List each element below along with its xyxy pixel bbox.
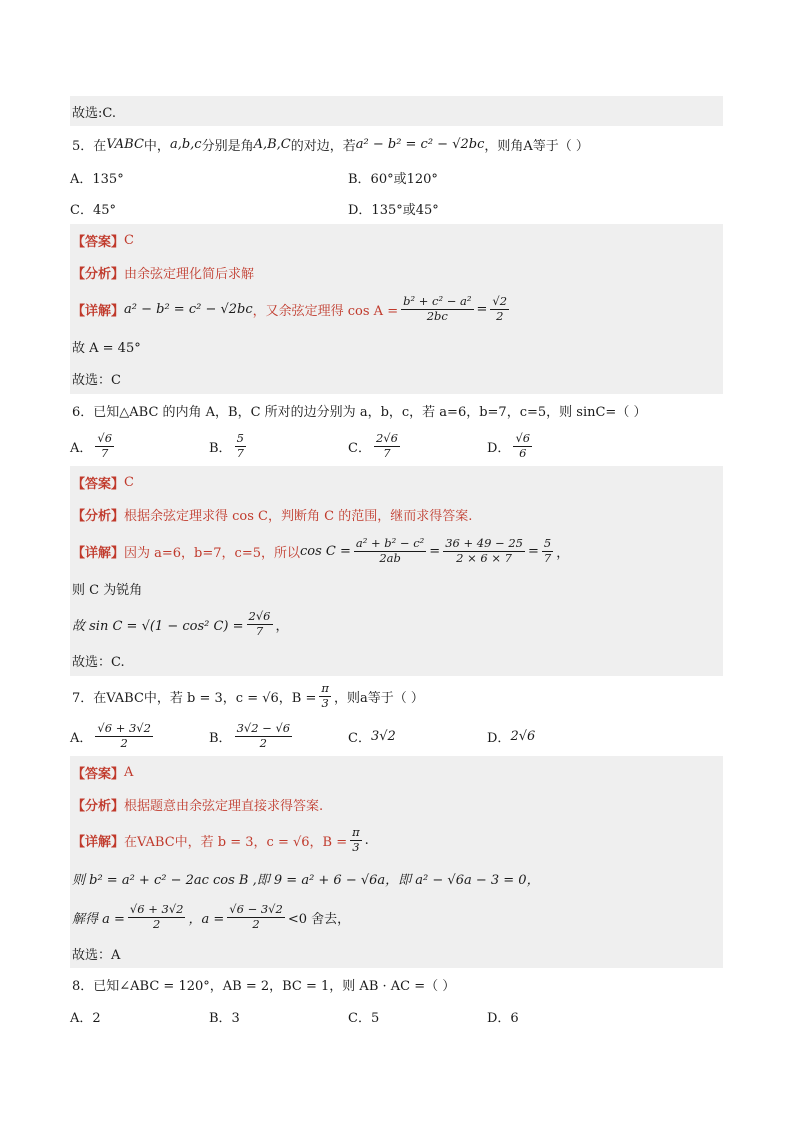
question-7	[70, 676, 723, 716]
conclusion-line	[70, 330, 723, 362]
numerator: 5	[543, 535, 552, 550]
option-c: C．5	[348, 1010, 380, 1026]
option-letter: B．	[209, 730, 232, 746]
solve-text: 解得 a =	[72, 911, 125, 927]
numerator: 36 + 49 − 25	[445, 535, 523, 550]
answer-line	[70, 756, 723, 788]
solve-text: <0 舍去，	[287, 911, 351, 927]
numerator: √2	[492, 293, 508, 308]
question-6	[70, 394, 723, 426]
denominator: 7	[236, 445, 244, 460]
answer-value: A	[124, 764, 134, 780]
denominator: 7	[383, 445, 391, 460]
fraction	[235, 722, 293, 751]
option-a	[70, 716, 209, 756]
fraction	[235, 432, 246, 461]
option-letter: C．	[348, 730, 371, 746]
q5-text: 中，	[143, 138, 170, 154]
option-b	[209, 716, 348, 756]
fraction	[490, 295, 509, 324]
denominator: 2	[153, 916, 161, 931]
denominator: 2	[252, 916, 260, 931]
fraction	[95, 432, 114, 461]
equals: =	[527, 543, 539, 559]
sin-line: 故 sin C = √(1 − cos² C) = $\frac{2√6}{7}$ ，	[72, 608, 289, 638]
fraction	[443, 537, 525, 566]
numerator: 3√2 − √6	[236, 720, 291, 735]
numerator: 2√6	[375, 430, 398, 445]
fraction	[513, 432, 532, 461]
pick-line	[70, 362, 723, 394]
fraction	[227, 903, 285, 932]
denominator: 3	[321, 695, 329, 710]
document-page	[70, 96, 723, 1032]
option-d	[487, 716, 535, 756]
q5-angles: A,B,C	[253, 136, 291, 152]
q5-options-row2	[70, 192, 723, 224]
option-letter: D．	[487, 440, 511, 456]
option-b: B．60°或120°	[348, 171, 438, 187]
analysis-label: 【分析】	[72, 508, 125, 524]
option-a: A．2	[70, 1010, 101, 1026]
equation-text: 则 b² = a² + c² − 2ac cos B ,即 9 = a² + 6 − √6a，即 a² − √6a − 3 = 0，	[72, 872, 540, 888]
analysis-label: 【分析】	[72, 798, 125, 814]
analysis-text: 根据余弦定理求得 cos C，判断角 C 的范围，继而求得答案.	[124, 508, 473, 524]
answer-block-q5	[70, 224, 723, 394]
pick-text: 故选：A	[72, 947, 121, 963]
option-d	[487, 426, 535, 466]
analysis-label: 【分析】	[72, 266, 125, 282]
equals: =	[476, 301, 488, 317]
answer-value: C	[124, 232, 134, 248]
answer-value: C	[124, 474, 134, 490]
q7-options	[70, 716, 723, 756]
cos-expression: cos C =	[300, 543, 351, 559]
q7-text: ，则a等于（ ）	[333, 690, 424, 706]
detail-equation: a² − b² = c² − √2bc	[124, 301, 253, 317]
option-letter: B．	[209, 440, 232, 456]
analysis-text: 根据题意由余弦定理直接求得答案.	[124, 798, 324, 814]
q5-text: ，则角A等于（ ）	[484, 138, 589, 154]
fraction	[247, 610, 273, 639]
denominator: 2 × 6 × 7	[456, 550, 512, 565]
pick-text: 故选：C	[72, 372, 121, 388]
option-value: 2√6	[510, 728, 536, 744]
detail-label: 【详解】	[72, 303, 125, 319]
detail-text: ，又余弦定理得 cos A =	[252, 303, 399, 319]
option-b	[209, 426, 348, 466]
option-letter: A．	[70, 730, 93, 746]
numerator: √6	[97, 430, 113, 445]
option-c	[348, 426, 487, 466]
answer-block-q4	[70, 96, 723, 126]
detail-text: 因为 a=6，b=7，c=5，所以	[124, 545, 300, 561]
q5-text: 分别是角	[201, 138, 254, 154]
numerator: 5	[236, 430, 244, 445]
numerator: √6 + 3√2	[97, 720, 151, 735]
answer-block-q6	[70, 466, 723, 676]
solve-text: ，a =	[188, 911, 225, 927]
solve-line	[70, 896, 723, 938]
equals: =	[429, 543, 441, 559]
q7-text: 7．在VABC中，若 b = 3，c = √6，B =	[72, 690, 317, 706]
equation-line	[70, 860, 723, 896]
option-letter: C．	[348, 440, 371, 456]
conclusion-text: 故 A = 45°	[72, 340, 141, 356]
numerator: a² + b² − c²	[355, 535, 425, 550]
option-d: D．6	[487, 1010, 519, 1026]
option-letter: A．	[70, 440, 93, 456]
q5-options-row1	[70, 162, 723, 192]
q5-triangle: VABC	[106, 136, 144, 152]
answer-line	[70, 466, 723, 498]
pick-text: 故选：C.	[72, 654, 125, 670]
q5-sides: a,b,c	[169, 136, 202, 152]
denominator: 7	[543, 550, 552, 565]
denominator: 2	[120, 735, 128, 750]
detail-line	[70, 288, 723, 330]
answer-line	[70, 224, 723, 256]
denominator: 2	[259, 735, 267, 750]
option-b: B．3	[209, 1010, 240, 1026]
detail-line: 【详解】 在VABC中，若 b = 3，c = √6，B = $\frac{\pi}{3}$ .	[72, 824, 369, 854]
fraction	[354, 537, 426, 566]
fraction	[374, 432, 400, 461]
q5-equation: a² − b² = c² − √2bc	[355, 136, 485, 152]
denominator: 2ab	[379, 550, 401, 565]
fraction	[128, 903, 186, 932]
denominator: 2bc	[426, 308, 448, 323]
detail-label: 【详解】	[72, 545, 125, 561]
detail-line: 【详解】 因为 a=6，b=7，c=5，所以 cos C = $\frac{\text{a² + b² − c²}}{2ab}$ = $\frac{36 + 49 - 25}{2 \times 6 \times 7}$ = $\frac{5}{7}$ ，	[72, 535, 570, 565]
denominator: 2	[496, 308, 504, 323]
analysis-line	[70, 498, 723, 530]
q6-options	[70, 426, 723, 466]
answer-label: 【答案】	[72, 476, 125, 492]
answer-block-q7	[70, 756, 723, 968]
fraction	[95, 722, 153, 751]
option-a: A．135°	[70, 171, 124, 187]
pick-line: 故选:C.	[72, 105, 116, 121]
denominator: 7	[101, 445, 109, 460]
acute-text: 则 C 为锐角	[72, 582, 143, 598]
option-letter: D．	[487, 730, 511, 746]
detail-label: 【详解】	[72, 834, 125, 850]
denominator: 3	[352, 839, 360, 854]
answer-label: 【答案】	[72, 766, 125, 782]
option-value: 3√2	[370, 728, 396, 744]
option-d: D．135°或45°	[348, 202, 439, 218]
numerator: π	[352, 824, 360, 839]
pick-line	[70, 938, 723, 968]
numerator: b² + c² − a²	[403, 293, 472, 308]
pick-line	[70, 644, 723, 676]
fraction	[319, 682, 331, 711]
q8-options	[70, 1000, 723, 1032]
answer-label: 【答案】	[72, 234, 125, 250]
numerator: 2√6	[248, 608, 271, 623]
fraction	[542, 537, 553, 566]
q6-text: 6．已知△ABC 的内角 A，B，C 所对的边分别为 a，b，c，若 a=6，b=7，c=5，则 sinC=（ ）	[72, 404, 647, 420]
q5-text: 的对边，若	[290, 138, 356, 154]
option-c: C．45°	[70, 202, 116, 218]
numerator: √6	[515, 430, 531, 445]
option-a	[70, 426, 209, 466]
denominator: 7	[255, 623, 264, 638]
q8-text: 8．已知∠ABC = 120°，AB = 2，BC = 1，则 AB · AC =（ ）	[72, 978, 456, 994]
question-8	[70, 968, 723, 1000]
analysis-line	[70, 256, 723, 288]
question-5	[70, 126, 723, 162]
numerator: π	[321, 680, 329, 695]
q5-number: 5．在	[72, 138, 107, 154]
fraction	[401, 295, 473, 324]
analysis-line	[70, 788, 723, 820]
fraction	[350, 826, 362, 855]
analysis-text: 由余弦定理化简后求解	[124, 266, 255, 282]
acute-line	[70, 572, 723, 604]
option-c	[348, 716, 487, 756]
denominator: 6	[519, 445, 527, 460]
numerator: √6 + 3√2	[129, 901, 184, 916]
sin-expression: 故 sin C = √(1 − cos² C) =	[72, 618, 244, 634]
numerator: √6 − 3√2	[229, 901, 283, 916]
detail-text: 在VABC中，若 b = 3，c = √6，B =	[124, 834, 348, 850]
